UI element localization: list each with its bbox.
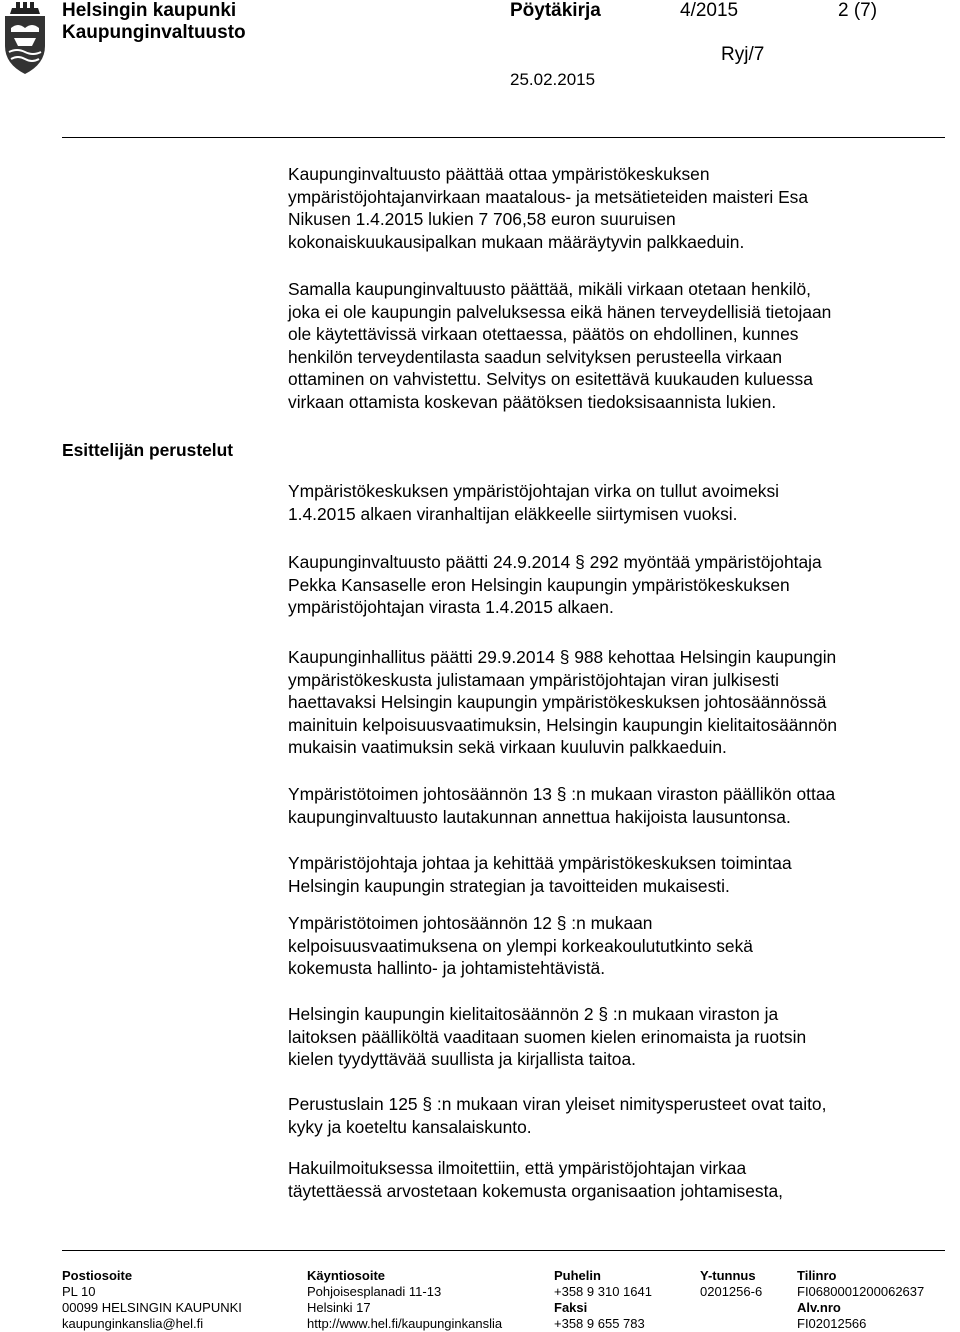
footer-value: +358 9 655 783	[554, 1316, 645, 1331]
paragraph-duties	[288, 852, 948, 897]
footer-value: FI0680001200062637	[797, 1284, 925, 1299]
header-divider	[62, 137, 945, 138]
text-line: Kaupunginhallitus päätti 29.9.2014 § 988 kehottaa Helsingin kaupungin	[288, 647, 837, 667]
footer-value: FI02012566	[797, 1316, 867, 1331]
footer-value: 0201256-6	[700, 1284, 763, 1299]
footer-label: Tilinro	[797, 1268, 837, 1283]
body-name: Kaupunginvaltuusto	[62, 22, 246, 43]
text-line: Perustuslain 125 § :n mukaan viran yleiset nimitysperusteet ovat taito,	[288, 1094, 827, 1114]
footer-business-id	[700, 1268, 762, 1300]
paragraph-qualifications	[288, 912, 948, 980]
meeting-date: 25.02.2015	[510, 70, 596, 89]
paragraph-conditional	[288, 278, 948, 414]
text-line: 1.4.2015 alkaen viranhaltijan eläkkeelle siirtymisen vuoksi.	[288, 503, 738, 524]
paragraph-resignation	[288, 551, 948, 619]
text-line: Kaupunginvaltuusto päätti 24.9.2014 § 292 myöntää ympäristöjohtaja	[288, 552, 822, 572]
text-line: kokonaiskuukausipalkan mukaan määräytyvin palkkaeduin.	[288, 231, 745, 252]
footer-visiting-address	[307, 1268, 502, 1332]
text-line: kyky ja koeteltu kansalaiskunto.	[288, 1116, 532, 1137]
organization-name: Helsingin kaupunki	[62, 0, 237, 21]
text-line: ympäristöjohtajanvirkaan maatalous- ja metsätieteiden maisteri Esa	[288, 186, 809, 207]
text-line: Samalla kaupunginvaltuusto päättää, mikäli virkaan otetaan henkilö,	[288, 279, 812, 299]
footer-divider	[62, 1250, 945, 1251]
text-line: Hakuilmoituksessa ilmoitettiin, että ympäristöjohtajan virkaa	[288, 1158, 747, 1178]
text-line: ottaminen on vahvistettu. Selvitys on esitettävä kuukauden kuluessa	[288, 369, 813, 390]
footer-label: Postiosoite	[62, 1268, 133, 1283]
footer-phone	[554, 1268, 652, 1332]
footer-value: Helsinki 17	[307, 1300, 371, 1315]
document-type: Pöytäkirja	[510, 0, 601, 21]
paragraph-language	[288, 1003, 948, 1071]
footer-label: Faksi	[554, 1300, 588, 1315]
meeting-number: 4/2015	[680, 0, 739, 21]
footer-value: Pohjoisesplanadi 11-13	[307, 1284, 442, 1299]
footer-email-link[interactable]: kaupunginkanslia@hel.fi	[62, 1316, 204, 1331]
text-line: haettavaksi Helsingin kaupungin ympäristökeskuksen johtosäännössä	[288, 692, 827, 713]
footer-website-link[interactable]: http://www.hel.fi/kaupunginkanslia	[307, 1316, 503, 1331]
text-line: ympäristöjohtajan virasta 1.4.2015 alkaen.	[288, 597, 614, 618]
paragraph-constitution	[288, 1093, 948, 1138]
presenter-reasoning-label: Esittelijän perustelut	[62, 440, 234, 460]
text-line: Ympäristökeskuksen ympäristöjohtajan virka on tullut avoimeksi	[288, 481, 780, 501]
text-line: Kaupunginvaltuusto päättää ottaa ympäristökeskuksen	[288, 164, 710, 184]
text-line: mukaisin vaatimuksin sekä virkaan kuuluvin palkkaeduin.	[288, 737, 727, 758]
text-line: Ympäristöjohtaja johtaa ja kehittää ympäristökeskuksen toimintaa	[288, 853, 792, 873]
footer-label: Alv.nro	[797, 1300, 841, 1315]
paragraph-job-ad	[288, 1157, 948, 1202]
text-line: kelpoisuusvaatimuksena on ylempi korkeakoulututkinto sekä	[288, 935, 753, 956]
paragraph-decision	[288, 163, 948, 253]
helsinki-coat-of-arms-icon	[2, 2, 48, 76]
footer-account	[797, 1268, 924, 1332]
paragraph-announcement	[288, 646, 948, 759]
text-line: kaupunginvaltuusto lautakunnan annettua hakijoista lausuntonsa.	[288, 806, 791, 827]
text-line: ympäristökeskusta julistamaan ympäristöjohtajan viran julkisesti	[288, 669, 780, 690]
paragraph-regulation-13	[288, 783, 948, 828]
text-line: laitoksen päälliköltä vaaditaan suomen kielen erinomaista ja ruotsin	[288, 1026, 807, 1047]
text-line: Helsingin kaupungin strategian ja tavoitteiden mukaisesti.	[288, 875, 730, 896]
text-line: kielen tyydyttävää suullista ja kirjallista taitoa.	[288, 1049, 636, 1070]
text-line: mainituin kelpoisuusvaatimuksin, Helsingin kaupungin kielitaitosäännön	[288, 714, 838, 735]
footer-value: 00099 HELSINGIN KAUPUNKI	[62, 1300, 242, 1315]
footer-label: Y-tunnus	[700, 1268, 756, 1283]
text-line: täytettäessä arvostetaan kokemusta organisaation johtamisesta,	[288, 1180, 783, 1201]
text-line: ole käytettävissä virkaan otettaessa, päätös on ehdollinen, kunnes	[288, 324, 799, 345]
footer-value: +358 9 310 1641	[554, 1284, 652, 1299]
text-line: joka ei ole kaupungin palveluksessa eikä hänen terveydellisiä tietojaan	[288, 301, 832, 322]
text-line: Ympäristötoimen johtosäännön 12 § :n mukaan	[288, 913, 653, 933]
text-line: Nikusen 1.4.2015 lukien 7 706,58 euron suuruisen	[288, 209, 676, 230]
section-reference: Ryj/7	[721, 44, 765, 65]
footer-label: Puhelin	[554, 1268, 601, 1283]
footer-postal-address	[62, 1268, 242, 1332]
text-line: virkaan ottamista koskevan päätöksen tiedoksisaannista lukien.	[288, 391, 777, 412]
page-number: 2 (7)	[838, 0, 878, 21]
footer-label: Käyntiosoite	[307, 1268, 386, 1283]
footer-value: PL 10	[62, 1284, 96, 1299]
text-line: Ympäristötoimen johtosäännön 13 § :n mukaan viraston päällikön ottaa	[288, 784, 836, 804]
text-line: kokemusta hallinto- ja johtamistehtävistä.	[288, 958, 606, 979]
paragraph-vacancy	[288, 480, 948, 525]
text-line: Helsingin kaupungin kielitaitosäännön 2 § :n mukaan viraston ja	[288, 1004, 779, 1024]
text-line: henkilön terveydentilasta saadun selvityksen perusteella virkaan	[288, 346, 782, 367]
text-line: Pekka Kansaselle eron Helsingin kaupungin ympäristökeskuksen	[288, 574, 790, 595]
